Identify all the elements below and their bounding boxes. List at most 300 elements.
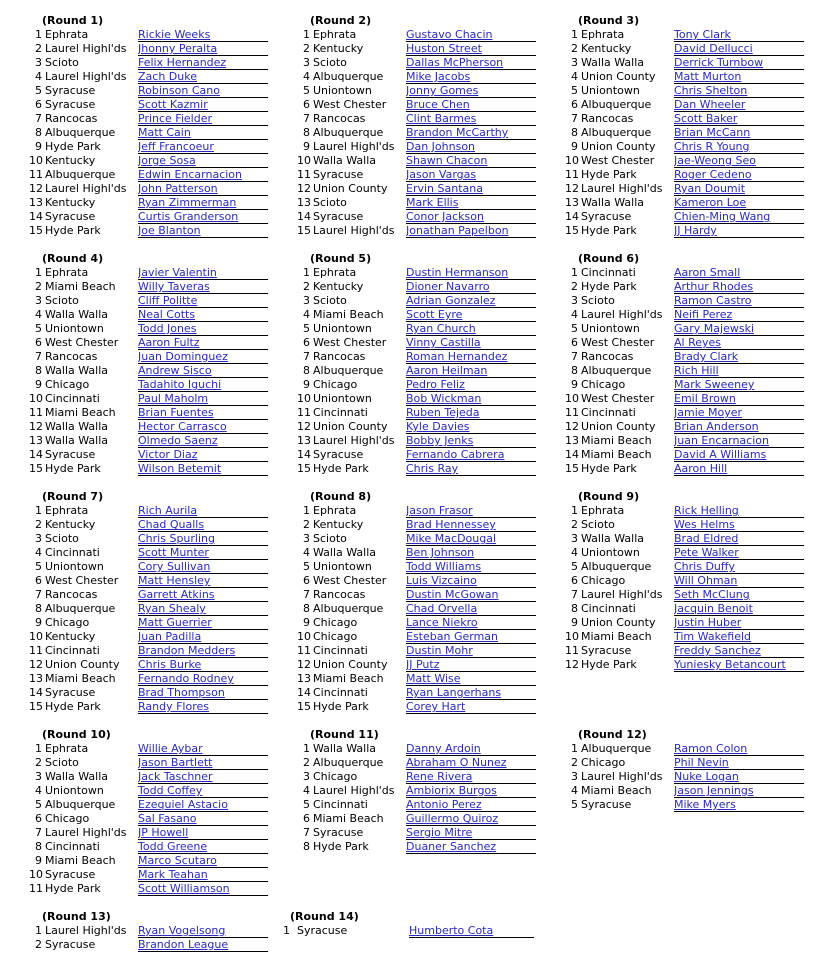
player-link[interactable]: Abraham O Nunez	[406, 756, 536, 770]
player-link[interactable]: Bob Wickman	[406, 392, 536, 406]
player-link[interactable]: Kyle Davies	[406, 420, 536, 434]
player-link[interactable]: Jorge Sosa	[138, 154, 268, 168]
player-link[interactable]: Roman Hernandez	[406, 350, 536, 364]
player-link[interactable]: Ezequiel Astacio	[138, 798, 268, 812]
team-name: Ephrata	[313, 28, 357, 41]
player-link[interactable]: Guillermo Quiroz	[406, 812, 536, 826]
player-link[interactable]: Scott Eyre	[406, 308, 536, 322]
player-link[interactable]: Aaron Heilman	[406, 364, 536, 378]
pick-number: 6	[303, 98, 310, 111]
team-name: Laurel Highl'ds	[313, 140, 395, 153]
player-link[interactable]: Chris R Young	[674, 140, 804, 154]
player-link[interactable]: Jason Jennings	[674, 784, 804, 798]
player-link[interactable]: Mark Sweeney	[674, 378, 804, 392]
player-link[interactable]: Mike Myers	[674, 798, 804, 812]
pick-row	[29, 420, 279, 434]
player-link[interactable]: Adrian Gonzalez	[406, 294, 536, 308]
pick-number: 12	[297, 658, 311, 671]
team-name: Union County	[581, 616, 656, 629]
pick-number: 5	[571, 84, 578, 97]
player-link[interactable]: Ruben Tejeda	[406, 406, 536, 420]
pick-number: 12	[565, 182, 579, 195]
team-name: Uniontown	[313, 322, 372, 335]
player-link[interactable]: Dustin McGowan	[406, 588, 536, 602]
player-link[interactable]: Humberto Cota	[409, 924, 534, 938]
pick-row	[565, 56, 815, 70]
player-link[interactable]: Ryan Shealy	[138, 602, 268, 616]
player-link[interactable]: Aaron Small	[674, 266, 804, 280]
player-link[interactable]: Hector Carrasco	[138, 420, 268, 434]
player-link[interactable]: Brad Thompson	[138, 686, 268, 700]
player-link[interactable]: Brandon League	[138, 938, 268, 952]
player-link[interactable]: Willy Taveras	[138, 280, 268, 294]
pick-row	[565, 210, 815, 224]
player-link[interactable]: Lance Niekro	[406, 616, 536, 630]
team-name: Albuquerque	[313, 602, 384, 615]
pick-row	[29, 182, 279, 196]
player-link[interactable]: Javier Valentin	[138, 266, 268, 280]
pick-row	[565, 126, 815, 140]
pick-row	[565, 280, 815, 294]
pick-row	[297, 70, 547, 84]
player-link[interactable]: Willie Aybar	[138, 742, 268, 756]
player-link[interactable]: Rich Hill	[674, 364, 804, 378]
player-link[interactable]: Brandon Medders	[138, 644, 268, 658]
pick-number: 9	[35, 616, 42, 629]
player-link[interactable]: Cliff Politte	[138, 294, 268, 308]
team-name: Albuquerque	[313, 70, 384, 83]
pick-row	[29, 854, 279, 868]
player-link[interactable]: JJ Hardy	[674, 224, 804, 238]
pick-row	[297, 644, 547, 658]
player-link[interactable]: Jae-Weong Seo	[674, 154, 804, 168]
player-link[interactable]: Matt Hensley	[138, 574, 268, 588]
team-name: Miami Beach	[45, 672, 116, 685]
pick-row	[297, 700, 547, 714]
player-link[interactable]: Neifi Perez	[674, 308, 804, 322]
pick-row	[297, 462, 547, 476]
player-link[interactable]: Justin Huber	[674, 616, 804, 630]
player-link[interactable]: Randy Flores	[138, 700, 268, 714]
player-link[interactable]: Aaron Hill	[674, 462, 804, 476]
player-link[interactable]: Danny Ardoin	[406, 742, 536, 756]
pick-row	[297, 784, 547, 798]
player-link[interactable]: Mark Ellis	[406, 196, 536, 210]
player-link[interactable]: Matt Guerrier	[138, 616, 268, 630]
pick-row	[29, 280, 279, 294]
player-link[interactable]: Brian McCann	[674, 126, 804, 140]
pick-row	[297, 532, 547, 546]
player-link[interactable]: Cory Sullivan	[138, 560, 268, 574]
pick-number: 11	[297, 406, 311, 419]
team-name: Scioto	[581, 518, 615, 531]
player-link[interactable]: Dallas McPherson	[406, 56, 536, 70]
player-link[interactable]: Jeff Francoeur	[138, 140, 268, 154]
player-link[interactable]: Conor Jackson	[406, 210, 536, 224]
player-link[interactable]: Emil Brown	[674, 392, 804, 406]
player-link[interactable]: Yuniesky Betancourt	[674, 658, 804, 672]
player-link[interactable]: Ryan Church	[406, 322, 536, 336]
pick-number: 6	[35, 574, 42, 587]
player-link[interactable]: Phil Nevin	[674, 756, 804, 770]
player-link[interactable]: Ervin Santana	[406, 182, 536, 196]
player-link[interactable]: John Patterson	[138, 182, 268, 196]
pick-row	[29, 644, 279, 658]
pick-row	[29, 560, 279, 574]
team-name: Hyde Park	[45, 140, 101, 153]
pick-row	[29, 126, 279, 140]
pick-number: 7	[303, 350, 310, 363]
player-link[interactable]: Clint Barmes	[406, 112, 536, 126]
pick-row	[29, 336, 279, 350]
team-name: Hyde Park	[45, 882, 101, 895]
player-link[interactable]: Brad Eldred	[674, 532, 804, 546]
pick-row	[565, 546, 815, 560]
player-link[interactable]: Zach Duke	[138, 70, 268, 84]
player-link[interactable]: Wilson Betemit	[138, 462, 268, 476]
player-link[interactable]: David A Williams	[674, 448, 804, 462]
player-link[interactable]: Scott Williamson	[138, 882, 268, 896]
player-link[interactable]: Duaner Sanchez	[406, 840, 536, 854]
player-link[interactable]: Aaron Fultz	[138, 336, 268, 350]
player-link[interactable]: Corey Hart	[406, 700, 536, 714]
player-link[interactable]: Ryan Vogelsong	[138, 924, 268, 938]
pick-number: 9	[303, 140, 310, 153]
pick-row	[565, 294, 815, 308]
pick-row	[29, 784, 279, 798]
pick-number: 3	[303, 56, 310, 69]
player-link[interactable]: Rich Aurila	[138, 504, 268, 518]
team-name: Scioto	[581, 294, 615, 307]
round-title: (Round 2)	[310, 14, 372, 27]
team-name: Syracuse	[313, 210, 364, 223]
team-name: Chicago	[581, 378, 626, 391]
player-link[interactable]: Ryan Langerhans	[406, 686, 536, 700]
team-name: Syracuse	[581, 644, 632, 657]
pick-number: 7	[35, 826, 42, 839]
pick-row	[565, 112, 815, 126]
pick-number: 1	[571, 742, 578, 755]
player-link[interactable]: Jason Bartlett	[138, 756, 268, 770]
pick-row	[29, 294, 279, 308]
pick-row	[29, 574, 279, 588]
pick-row	[297, 798, 547, 812]
pick-row	[29, 168, 279, 182]
pick-number: 14	[29, 210, 43, 223]
player-link[interactable]: Scott Munter	[138, 546, 268, 560]
player-link[interactable]: Rickie Weeks	[138, 28, 268, 42]
player-link[interactable]: Bruce Chen	[406, 98, 536, 112]
pick-row	[297, 770, 547, 784]
player-link[interactable]: Curtis Granderson	[138, 210, 268, 224]
player-link[interactable]: Brian Anderson	[674, 420, 804, 434]
team-name: Syracuse	[45, 210, 96, 223]
team-name: Hyde Park	[45, 700, 101, 713]
team-name: Laurel Highl'ds	[45, 924, 127, 937]
team-name: Laurel Highl'ds	[581, 308, 663, 321]
player-link[interactable]: Vinny Castilla	[406, 336, 536, 350]
player-link[interactable]: Jonathan Papelbon	[406, 224, 536, 238]
team-name: Kentucky	[45, 154, 96, 167]
player-link[interactable]: Dustin Mohr	[406, 644, 536, 658]
player-link[interactable]: Dioner Navarro	[406, 280, 536, 294]
pick-row	[565, 574, 815, 588]
player-link[interactable]: Dustin Hermanson	[406, 266, 536, 280]
player-link[interactable]: Freddy Sanchez	[674, 644, 804, 658]
pick-row	[565, 588, 815, 602]
pick-row	[297, 560, 547, 574]
team-name: Syracuse	[45, 938, 96, 951]
pick-row	[297, 616, 547, 630]
player-link[interactable]: Brady Clark	[674, 350, 804, 364]
round-title: (Round 1)	[42, 14, 104, 27]
team-name: Uniontown	[581, 84, 640, 97]
player-link[interactable]: Brad Hennessey	[406, 518, 536, 532]
player-link[interactable]: Chad Qualls	[138, 518, 268, 532]
pick-row	[29, 630, 279, 644]
player-link[interactable]: Mike Jacobs	[406, 70, 536, 84]
round-title: (Round 12)	[578, 728, 647, 741]
player-link[interactable]: Todd Williams	[406, 560, 536, 574]
player-link[interactable]: Arthur Rhodes	[674, 280, 804, 294]
pick-row	[565, 378, 815, 392]
pick-number: 3	[35, 770, 42, 783]
player-link[interactable]: Pete Walker	[674, 546, 804, 560]
team-name: Cincinnati	[45, 392, 100, 405]
pick-number: 11	[565, 406, 579, 419]
player-link[interactable]: Chad Orvella	[406, 602, 536, 616]
player-link[interactable]: Marco Scutaro	[138, 854, 268, 868]
team-name: West Chester	[581, 392, 655, 405]
player-link[interactable]: Mark Teahan	[138, 868, 268, 882]
player-link[interactable]: Jason Vargas	[406, 168, 536, 182]
player-link[interactable]: Dan Johnson	[406, 140, 536, 154]
pick-number: 1	[35, 266, 42, 279]
player-link[interactable]: Fernando Cabrera	[406, 448, 536, 462]
team-name: Rancocas	[45, 588, 98, 601]
pick-number: 5	[571, 322, 578, 335]
player-link[interactable]: Tim Wakefield	[674, 630, 804, 644]
team-name: Laurel Highl'ds	[581, 588, 663, 601]
player-link[interactable]: Todd Jones	[138, 322, 268, 336]
player-link[interactable]: Al Reyes	[674, 336, 804, 350]
player-link[interactable]: Todd Coffey	[138, 784, 268, 798]
player-link[interactable]: Tony Clark	[674, 28, 804, 42]
player-link[interactable]: Chris Duffy	[674, 560, 804, 574]
pick-number: 14	[297, 210, 311, 223]
round-title: (Round 3)	[578, 14, 640, 27]
player-link[interactable]: Matt Wise	[406, 672, 536, 686]
player-link[interactable]: Prince Fielder	[138, 112, 268, 126]
player-link[interactable]: Shawn Chacon	[406, 154, 536, 168]
player-link[interactable]: Matt Murton	[674, 70, 804, 84]
player-link[interactable]: Victor Diaz	[138, 448, 268, 462]
player-link[interactable]: Pedro Feliz	[406, 378, 536, 392]
player-link[interactable]: Jhonny Peralta	[138, 42, 268, 56]
player-link[interactable]: Olmedo Saenz	[138, 434, 268, 448]
round-block-10	[29, 728, 279, 896]
pick-row	[297, 168, 547, 182]
player-link[interactable]: David Dellucci	[674, 42, 804, 56]
player-link[interactable]: Ben Johnson	[406, 546, 536, 560]
pick-number: 15	[29, 224, 43, 237]
player-link[interactable]: Juan Dominguez	[138, 350, 268, 364]
team-name: West Chester	[313, 98, 387, 111]
player-link[interactable]: Andrew Sisco	[138, 364, 268, 378]
player-link[interactable]: Brandon McCarthy	[406, 126, 536, 140]
team-name: Kentucky	[313, 518, 364, 531]
team-name: Scioto	[45, 756, 79, 769]
player-link[interactable]: Mike MacDougal	[406, 532, 536, 546]
pick-number: 4	[35, 546, 42, 559]
pick-number: 12	[297, 420, 311, 433]
team-name: Syracuse	[297, 924, 348, 937]
player-link[interactable]: Jacquin Benoit	[674, 602, 804, 616]
player-link[interactable]: Paul Maholm	[138, 392, 268, 406]
player-link[interactable]: Ramon Colon	[674, 742, 804, 756]
player-link[interactable]: Chris Ray	[406, 462, 536, 476]
pick-number: 14	[29, 686, 43, 699]
team-name: Chicago	[45, 378, 90, 391]
pick-row	[29, 84, 279, 98]
team-name: Syracuse	[45, 448, 96, 461]
round-title: (Round 4)	[42, 252, 104, 265]
pick-row	[297, 112, 547, 126]
player-link[interactable]: Fernando Rodney	[138, 672, 268, 686]
team-name: Cincinnati	[313, 644, 368, 657]
player-link[interactable]: Wes Helms	[674, 518, 804, 532]
pick-number: 5	[35, 560, 42, 573]
pick-row	[29, 392, 279, 406]
pick-number: 4	[303, 70, 310, 83]
team-name: Laurel Highl'ds	[45, 182, 127, 195]
player-link[interactable]: Sergio Mitre	[406, 826, 536, 840]
player-link[interactable]: Juan Padilla	[138, 630, 268, 644]
round-block-4	[29, 252, 279, 476]
pick-number: 7	[35, 350, 42, 363]
team-name: Uniontown	[313, 392, 372, 405]
pick-row	[29, 28, 279, 42]
player-link[interactable]: Brian Fuentes	[138, 406, 268, 420]
pick-row	[297, 434, 547, 448]
player-link[interactable]: Chris Burke	[138, 658, 268, 672]
team-name: Scioto	[313, 196, 347, 209]
pick-row	[297, 196, 547, 210]
pick-number: 15	[297, 462, 311, 475]
team-name: Scioto	[45, 532, 79, 545]
team-name: Chicago	[313, 616, 358, 629]
player-link[interactable]: Chris Spurling	[138, 532, 268, 546]
player-link[interactable]: Antonio Perez	[406, 798, 536, 812]
player-link[interactable]: Scott Baker	[674, 112, 804, 126]
player-link[interactable]: Jamie Moyer	[674, 406, 804, 420]
player-link[interactable]: Esteban German	[406, 630, 536, 644]
pick-number: 8	[303, 602, 310, 615]
round-block-13	[29, 910, 279, 952]
player-link[interactable]: Ambiorix Burgos	[406, 784, 536, 798]
pick-number: 6	[35, 336, 42, 349]
team-name: Walla Walla	[313, 742, 377, 755]
player-link[interactable]: Ryan Zimmerman	[138, 196, 268, 210]
player-link[interactable]: Gustavo Chacin	[406, 28, 536, 42]
player-link[interactable]: Felix Hernandez	[138, 56, 268, 70]
player-link[interactable]: Joe Blanton	[138, 224, 268, 238]
pick-row	[297, 322, 547, 336]
pick-row	[565, 616, 815, 630]
player-link[interactable]: Garrett Atkins	[138, 588, 268, 602]
player-link[interactable]: Chris Shelton	[674, 84, 804, 98]
player-link[interactable]: Rene Rivera	[406, 770, 536, 784]
player-link[interactable]: Tadahito Iguchi	[138, 378, 268, 392]
pick-number: 3	[303, 532, 310, 545]
team-name: Scioto	[313, 532, 347, 545]
player-link[interactable]: Gary Majewski	[674, 322, 804, 336]
player-link[interactable]: Luis Vizcaino	[406, 574, 536, 588]
pick-number: 2	[303, 518, 310, 531]
player-link[interactable]: Jason Frasor	[406, 504, 536, 518]
team-name: Miami Beach	[581, 434, 652, 447]
pick-row	[297, 602, 547, 616]
team-name: Albuquerque	[45, 798, 116, 811]
player-link[interactable]: Ramon Castro	[674, 294, 804, 308]
player-link[interactable]: Matt Cain	[138, 126, 268, 140]
player-link[interactable]: Jack Taschner	[138, 770, 268, 784]
pick-number: 4	[303, 784, 310, 797]
player-link[interactable]: Kameron Loe	[674, 196, 804, 210]
pick-row	[565, 630, 815, 644]
player-link[interactable]: Todd Greene	[138, 840, 268, 854]
player-link[interactable]: Jonny Gomes	[406, 84, 536, 98]
pick-number: 12	[565, 658, 579, 671]
pick-row	[29, 448, 279, 462]
player-link[interactable]: Ryan Doumit	[674, 182, 804, 196]
pick-number: 2	[35, 938, 42, 951]
player-link[interactable]: Seth McClung	[674, 588, 804, 602]
player-link[interactable]: Edwin Encarnacion	[138, 168, 268, 182]
player-link[interactable]: Huston Street	[406, 42, 536, 56]
player-link[interactable]: Robinson Cano	[138, 84, 268, 98]
pick-row	[29, 434, 279, 448]
team-name: Rancocas	[45, 112, 98, 125]
player-link[interactable]: Neal Cotts	[138, 308, 268, 322]
player-link[interactable]: Roger Cedeno	[674, 168, 804, 182]
pick-row	[29, 700, 279, 714]
player-link[interactable]: Juan Encarnacion	[674, 434, 804, 448]
player-link[interactable]: JJ Putz	[406, 658, 536, 672]
player-link[interactable]: Will Ohman	[674, 574, 804, 588]
player-link[interactable]: Chien-Ming Wang	[674, 210, 804, 224]
pick-row	[565, 756, 815, 770]
round-title: (Round 8)	[310, 490, 372, 503]
team-name: Laurel Highl'ds	[45, 826, 127, 839]
pick-number: 1	[35, 742, 42, 755]
player-link[interactable]: Nuke Logan	[674, 770, 804, 784]
player-link[interactable]: Dan Wheeler	[674, 98, 804, 112]
player-link[interactable]: Sal Fasano	[138, 812, 268, 826]
player-link[interactable]: Bobby Jenks	[406, 434, 536, 448]
player-link[interactable]: Scott Kazmir	[138, 98, 268, 112]
pick-number: 9	[303, 616, 310, 629]
player-link[interactable]: Rick Helling	[674, 504, 804, 518]
team-name: Union County	[581, 140, 656, 153]
player-link[interactable]: Derrick Turnbow	[674, 56, 804, 70]
player-link[interactable]: JP Howell	[138, 826, 268, 840]
pick-row	[29, 658, 279, 672]
pick-number: 8	[303, 126, 310, 139]
pick-number: 5	[303, 84, 310, 97]
team-name: Cincinnati	[581, 406, 636, 419]
pick-row	[297, 812, 547, 826]
